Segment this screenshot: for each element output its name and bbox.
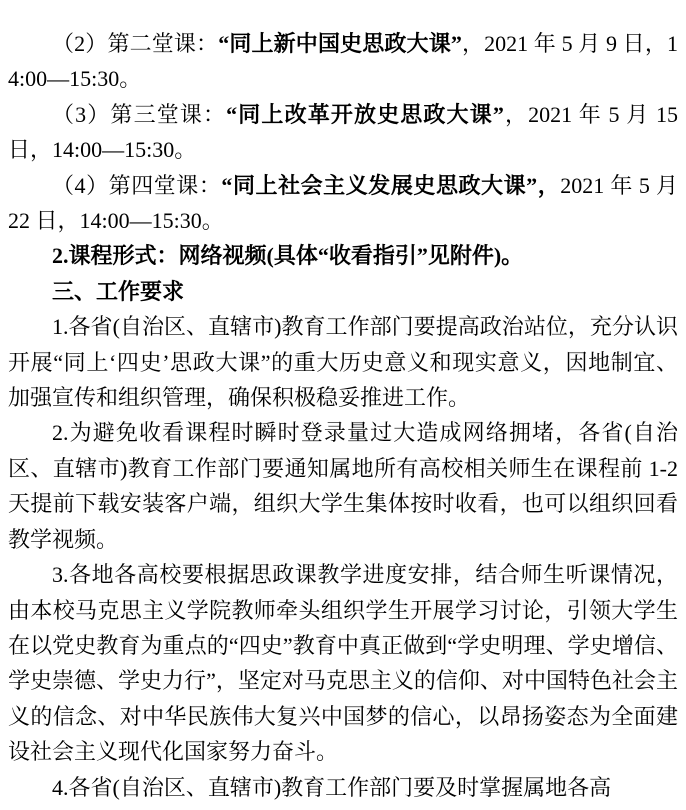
text-run: 4.各省(自治区、直辖市)教育工作部门要及时掌握属地各高	[52, 774, 612, 800]
para-lesson-3	[8, 97, 678, 168]
text-run: 三、工作要求	[52, 278, 185, 304]
text-run: “同上新中国史思政大课”	[218, 31, 462, 56]
text-run: ，2021 年 5 月 15 日，14:00—15:30。	[8, 101, 678, 163]
text-run: 2.课程形式：网络视频(具体“收看指引”见附件)。	[52, 243, 524, 269]
document-body	[8, 26, 678, 805]
text-run: 2021 年 5 月 22 日，14:00—15:30。	[8, 172, 678, 234]
para-requirement-4	[8, 770, 678, 805]
para-requirement-1	[8, 309, 678, 415]
text-run: （4）第四堂课：	[52, 172, 222, 198]
text-run: “同上社会主义发展史思政大课”，	[221, 172, 561, 198]
heading-work-requirements	[8, 274, 678, 309]
text-run: “同上改革开放史思政大课”	[226, 101, 504, 127]
para-lesson-4	[8, 168, 678, 239]
para-requirement-3	[8, 557, 678, 769]
para-lesson-2	[8, 26, 678, 97]
text-run: （2）第二堂课：	[52, 31, 219, 56]
para-requirement-2	[8, 415, 678, 557]
text-run: （3）第三堂课：	[52, 101, 227, 127]
text-run: 1.各省(自治区、直辖市)教育工作部门要提高政治站位，充分认识开展“同上‘四史’思政大课”的重大历史意义和现实意义，因地制宜、加强宣传和组织管理，确保积极稳妥推进工作。	[8, 314, 678, 411]
text-run: ，2021 年 5 月 9 日，14:00—15:30。	[8, 31, 678, 92]
text-run: 3.各地各高校要根据思政课教学进度安排，结合师生听课情况，由本校马克思主义学院教师牵头组织学生开展学习讨论，引领大学生在以党史教育为重点的“四史”教育中真正做到“学史明理、学史增信、学史崇德、学史力行”，坚定对马克思主义的信仰、对中国特色社会主义的信念、对中华民族伟大复兴中国梦的信心，以昂扬姿态为全面建设社会主义现代化国家努力奋斗。	[8, 562, 678, 765]
para-course-format	[8, 238, 678, 273]
text-run: 2.为避免收看课程时瞬时登录量过大造成网络拥堵，各省(自治区、直辖市)教育工作部门要通知属地所有高校相关师生在课程前 1-2 天提前下载安装客户端，组织大学生集体按时收看，也可以组织回看教学视频。	[8, 420, 678, 552]
